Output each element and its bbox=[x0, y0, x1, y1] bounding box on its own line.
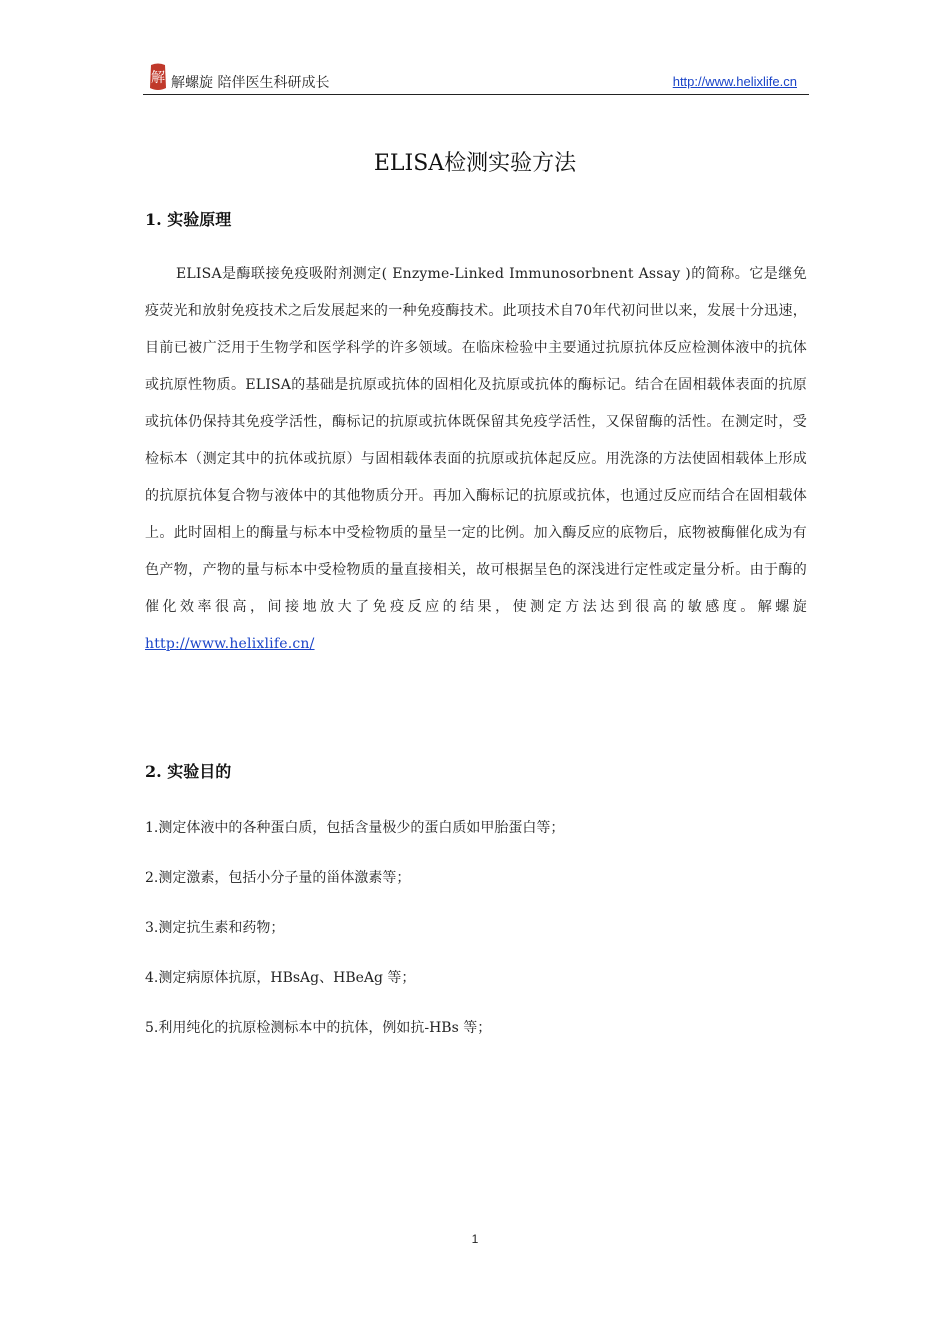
logo-text: 解 bbox=[151, 70, 165, 86]
document-title: ELISA检测实验方法 bbox=[373, 151, 577, 176]
purpose-item: 3.测定抗生素和药物； bbox=[145, 920, 285, 936]
header-url-link[interactable]: http://www.helixlife.cn bbox=[672, 74, 797, 89]
header-brand: 解螺旋 陪伴医生科研成长 bbox=[171, 75, 330, 91]
purpose-item: 4.测定病原体抗原，HBsAg、HBeAg 等； bbox=[145, 970, 416, 986]
principle-paragraph bbox=[145, 256, 807, 663]
page-header bbox=[143, 62, 809, 95]
helix-logo-icon bbox=[147, 62, 169, 92]
purpose-item: 1.测定体液中的各种蛋白质，包括含量极少的蛋白质如甲胎蛋白等； bbox=[145, 820, 565, 836]
section-heading-purpose: 2. 实验目的 bbox=[145, 762, 232, 781]
purpose-item: 2.测定激素，包括小分子量的甾体激素等； bbox=[145, 870, 411, 886]
page-number: 1 bbox=[471, 1232, 479, 1246]
helixlife-link[interactable]: http://www.helixlife.cn/ bbox=[145, 636, 315, 652]
purpose-item: 5.利用纯化的抗原检测标本中的抗体，例如抗-HBs 等； bbox=[145, 1020, 492, 1036]
principle-text: ELISA是酶联接免疫吸附剂测定( Enzyme-Linked Immunosorbnent Assay )的简称。它是继免疫荧光和放射免疫技术之后发展起来的一种免疫酶技术。此项技术自70年代初问世以来，发展十分迅速，目前已被广泛用于生物学和医学科学的许多领域。在临床检验中主要通过抗原抗体反应检测体液中的抗体或抗原性物质。ELISA的基础是抗原或抗体的固相化及抗原或抗体的酶标记。结合在固相载体表面的抗原或抗体仍保持其免疫学活性，酶标记的抗原或抗体既保留其免疫学活性，又保留酶的活性。在测定时，受检标本（测定其中的抗体或抗原）与固相载体表面的抗原或抗体起反应。用洗涤的方法使固相载体上形成的抗原抗体复合物与液体中的其他物质分开。再加入酶标记的抗原或抗体，也通过反应而结合在固相载体上。此时固相上的酶量与标本中受检物质的量呈一定的比例。加入酶反应的底物后，底物被酶催化成为有色产物，产物的量与标本中受检物质的量直接相关，故可根据呈色的深浅进行定性或定量分析。由于酶的催化效率很高，间接地放大了免疫反应的结果，使测定方法达到很高的敏感度。解螺旋 bbox=[145, 266, 807, 615]
section-heading-principle: 1. 实验原理 bbox=[145, 210, 232, 229]
purpose-list bbox=[145, 808, 564, 1058]
